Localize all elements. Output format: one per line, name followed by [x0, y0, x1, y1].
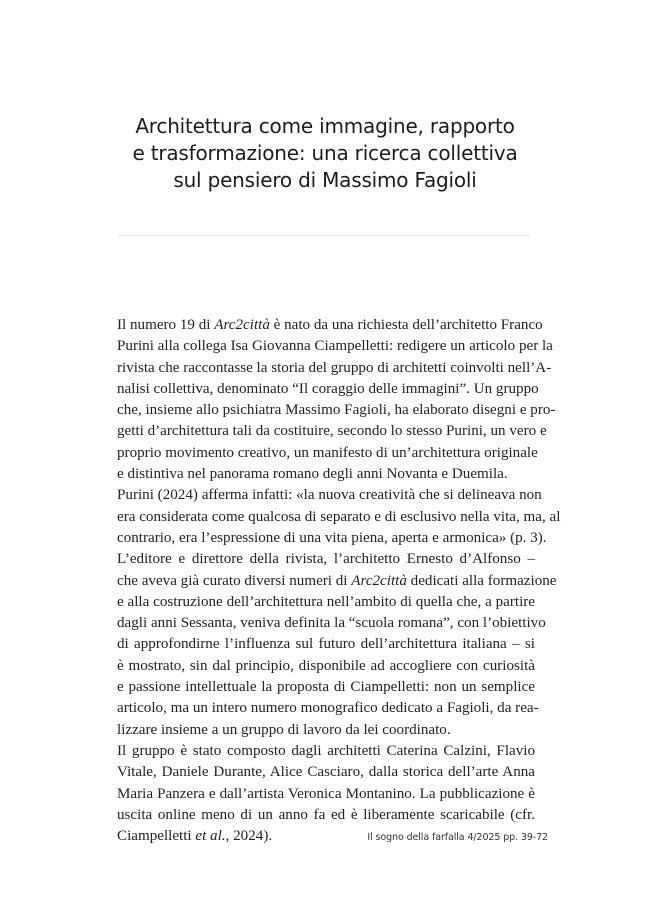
text-line: Ciampelletti et al., 2024).	[117, 828, 273, 845]
text-line: Purini alla collega Isa Giovanna Ciampelletti: redigere un articolo per la	[117, 338, 553, 355]
text-line: dagli anni Sessanta, veniva definita la “scuola romana”, con l’obiettivo	[117, 615, 546, 632]
text-line: e passione intellettuale la proposta di Ciampelletti: non un semplice	[117, 679, 535, 696]
text-line: di approfondirne l’influenza sul futuro dell’architettura italiana – si	[117, 636, 535, 653]
text-line: che aveva già curato diversi numeri di Arc2città dedicati alla formazione	[117, 572, 557, 589]
text-line: è mostrato, sin dal principio, disponibile ad accogliere con curiosità	[117, 657, 535, 674]
text-line: Maria Panzera e dall’artista Veronica Montanino. La pubblicazione è	[117, 785, 535, 802]
page-footer-citation: Il sogno della farfalla 4/2025 pp. 39-72	[367, 832, 548, 843]
text-line: uscita online meno di un anno fa ed è liberamente scaricabile (cfr.	[117, 806, 535, 823]
title-line: e trasformazione: una ricerca collettiva	[132, 141, 518, 165]
text-line: Purini (2024) afferma infatti: «la nuova creatività che si delineava non	[117, 487, 542, 504]
text-line: era considerata come qualcosa di separato e di esclusivo nella vita, ma, al	[117, 508, 561, 525]
text-line: rivista che raccontasse la storia del gruppo di architetti coinvolti nell’A-	[117, 359, 552, 376]
text-line: Il numero 19 di Arc2città è nato da una richiesta dell’architetto Franco	[117, 317, 543, 333]
text-line: Vitale, Daniele Durante, Alice Casciaro, dalla storica dell’arte Anna	[117, 764, 535, 781]
text-line: contrario, era l’espressione di una vita piena, aperta e armonica» (p. 3).	[117, 529, 547, 546]
paragraph	[117, 549, 557, 741]
article-title	[100, 113, 550, 194]
title-line: sul pensiero di Massimo Fagioli	[173, 168, 477, 192]
text-line: che, insieme allo psichiatra Massimo Fagioli, ha elaborato disegni e pro-	[117, 402, 556, 419]
text-line: e alla costruzione dell’architettura nell’ambito di quella che, a partire	[117, 593, 535, 610]
text-line: Il gruppo è stato composto dagli architetti Caterina Calzini, Flavio	[117, 742, 535, 759]
paragraph	[117, 485, 561, 549]
text-line: lizzare insieme a un gruppo di lavoro da lei coordinato.	[117, 721, 451, 738]
text-line: nalisi collettiva, denominato “Il coraggio delle immagini”. Un gruppo	[117, 380, 539, 397]
title-divider	[118, 235, 530, 236]
text-line: L’editore e direttore della rivista, l’architetto Ernesto d’Alfonso –	[117, 551, 535, 568]
title-line: Architettura come immagine, rapporto	[135, 114, 515, 138]
paragraph	[117, 315, 556, 485]
text-line: articolo, ma un intero numero monografico dedicato a Fagioli, da rea-	[117, 700, 539, 717]
text-line: getti d’architettura tali da costituire, secondo lo stesso Purini, un vero e	[117, 423, 547, 440]
text-line: proprio movimento creativo, un manifesto di un’architettura originale	[117, 444, 538, 461]
article-body	[117, 315, 561, 847]
text-line: e distintiva nel panorama romano degli anni Novanta e Duemila.	[117, 466, 508, 483]
